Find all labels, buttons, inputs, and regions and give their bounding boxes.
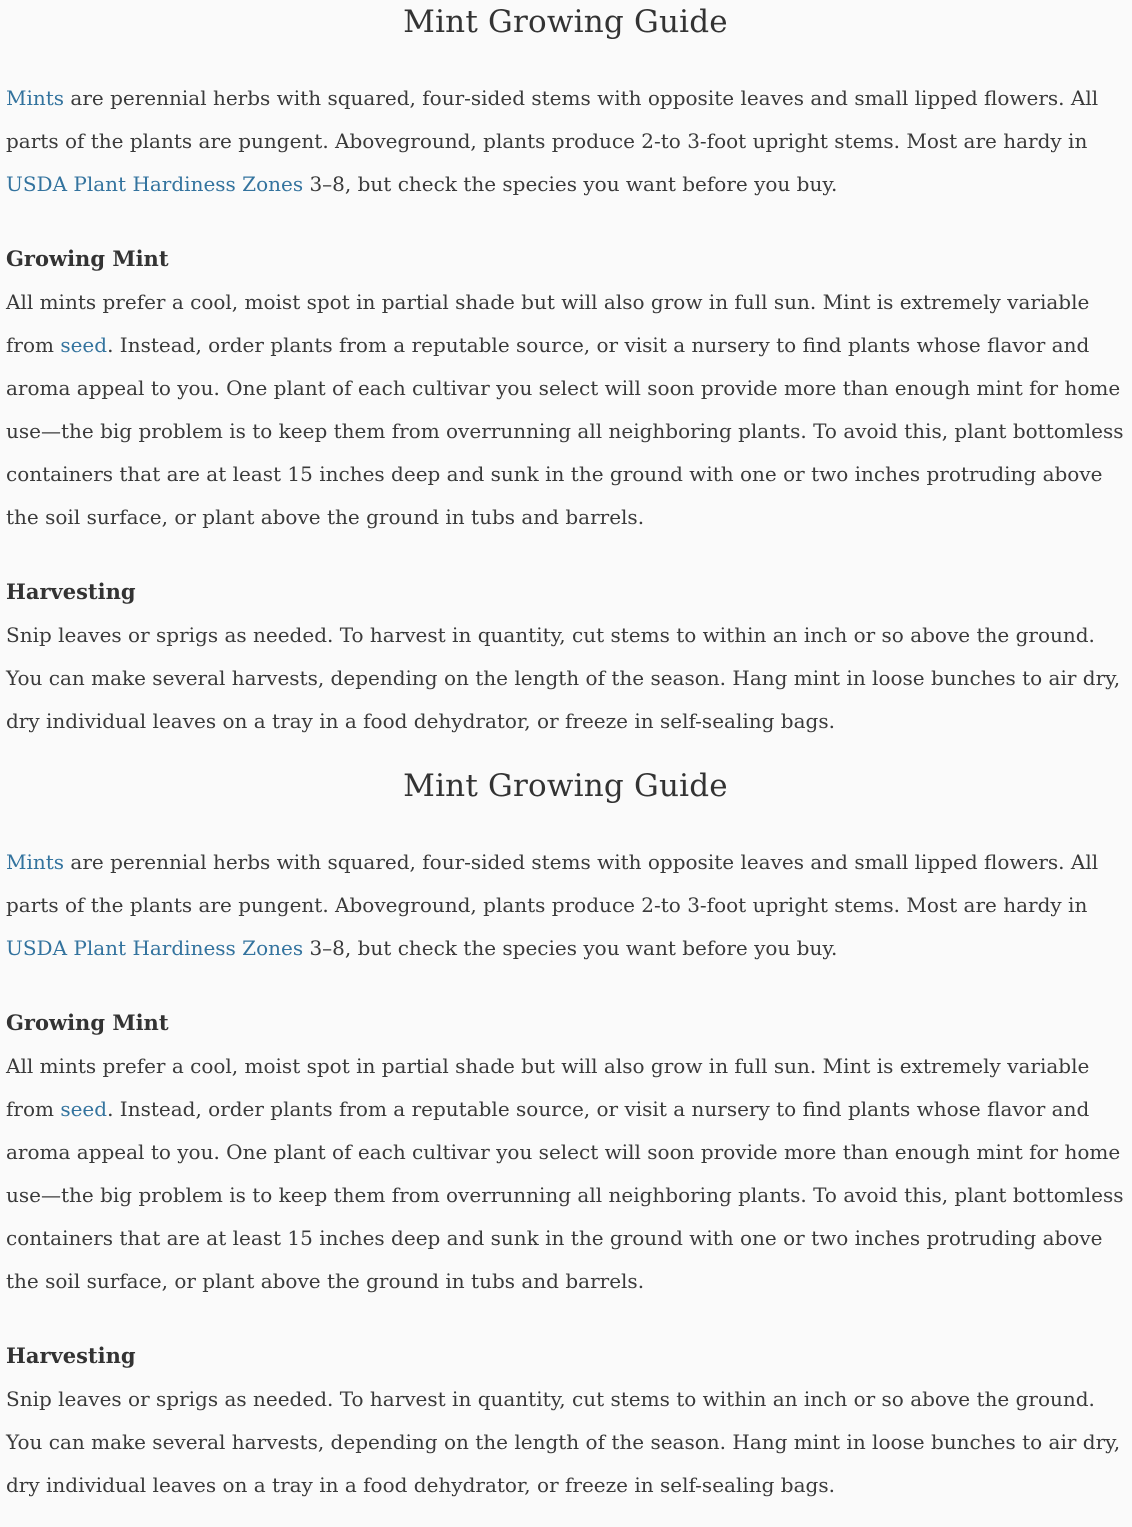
section-heading-growing-mint: Growing Mint xyxy=(6,246,169,271)
section-heading-growing-mint: Growing Mint xyxy=(6,1010,169,1035)
intro-paragraph xyxy=(6,77,1125,206)
section-heading-harvesting: Harvesting xyxy=(6,1343,136,1368)
page-title: Mint Growing Guide xyxy=(403,768,728,804)
text-run: . Instead, order plants from a reputable source, or visit a nursery to find plants whose flavor and aroma appeal to you. One plant of each cultivar you select will soon provide more than enough mint for home use—the big problem is to keep them from overrunning all neighboring plants. To avoid this, plant bottomless containers that are at least 15 inches deep and sunk in the ground with one or two inches protruding above the soil surface, or plant above the ground in tubs and barrels. xyxy=(6,1097,1124,1293)
mint-growing-guide-article xyxy=(6,2,1125,743)
usda-plant-hardiness-zones-link[interactable]: USDA Plant Hardiness Zones xyxy=(6,172,304,196)
mint-growing-guide-article xyxy=(6,766,1125,1507)
usda-plant-hardiness-zones-link[interactable]: USDA Plant Hardiness Zones xyxy=(6,936,304,960)
harvesting-paragraph xyxy=(6,614,1125,743)
text-run: are perennial herbs with squared, four-sided stems with opposite leaves and small lipped flowers. All parts of the plants are pungent. Aboveground, plants produce 2-to 3-foot upright stems. Most are hardy in xyxy=(6,850,1099,917)
harvesting-paragraph xyxy=(6,1378,1125,1507)
mints-link[interactable]: Mints xyxy=(6,850,65,874)
seed-link[interactable]: seed xyxy=(60,1097,108,1121)
mints-link[interactable]: Mints xyxy=(6,86,65,110)
text-run: All mints prefer a cool, moist spot in partial shade but will also grow in full sun. Mint is extremely variable from xyxy=(6,1054,1090,1121)
text-run: 3–8, but check the species you want before you buy. xyxy=(303,936,838,960)
seed-link[interactable]: seed xyxy=(60,333,108,357)
growing-mint-paragraph xyxy=(6,281,1125,539)
text-run: . Instead, order plants from a reputable source, or visit a nursery to find plants whose flavor and aroma appeal to you. One plant of each cultivar you select will soon provide more than enough mint for home use—the big problem is to keep them from overrunning all neighboring plants. To avoid this, plant bottomless containers that are at least 15 inches deep and sunk in the ground with one or two inches protruding above the soil surface, or plant above the ground in tubs and barrels. xyxy=(6,333,1124,529)
text-run: 3–8, but check the species you want before you buy. xyxy=(303,172,838,196)
page-title: Mint Growing Guide xyxy=(403,4,728,40)
text-run: Snip leaves or sprigs as needed. To harvest in quantity, cut stems to within an inch or so above the ground. You can make several harvests, depending on the length of the season. Hang mint in loose bunches to air dry, dry individual leaves on a tray in a food dehydrator, or freeze in self-sealing bags. xyxy=(6,623,1121,733)
section-heading-harvesting: Harvesting xyxy=(6,579,136,604)
text-run: All mints prefer a cool, moist spot in partial shade but will also grow in full sun. Mint is extremely variable from xyxy=(6,290,1090,357)
text-run: are perennial herbs with squared, four-sided stems with opposite leaves and small lipped flowers. All parts of the plants are pungent. Aboveground, plants produce 2-to 3-foot upright stems. Most are hardy in xyxy=(6,86,1099,153)
text-run: Snip leaves or sprigs as needed. To harvest in quantity, cut stems to within an inch or so above the ground. You can make several harvests, depending on the length of the season. Hang mint in loose bunches to air dry, dry individual leaves on a tray in a food dehydrator, or freeze in self-sealing bags. xyxy=(6,1387,1121,1497)
intro-paragraph xyxy=(6,841,1125,970)
growing-mint-paragraph xyxy=(6,1045,1125,1303)
